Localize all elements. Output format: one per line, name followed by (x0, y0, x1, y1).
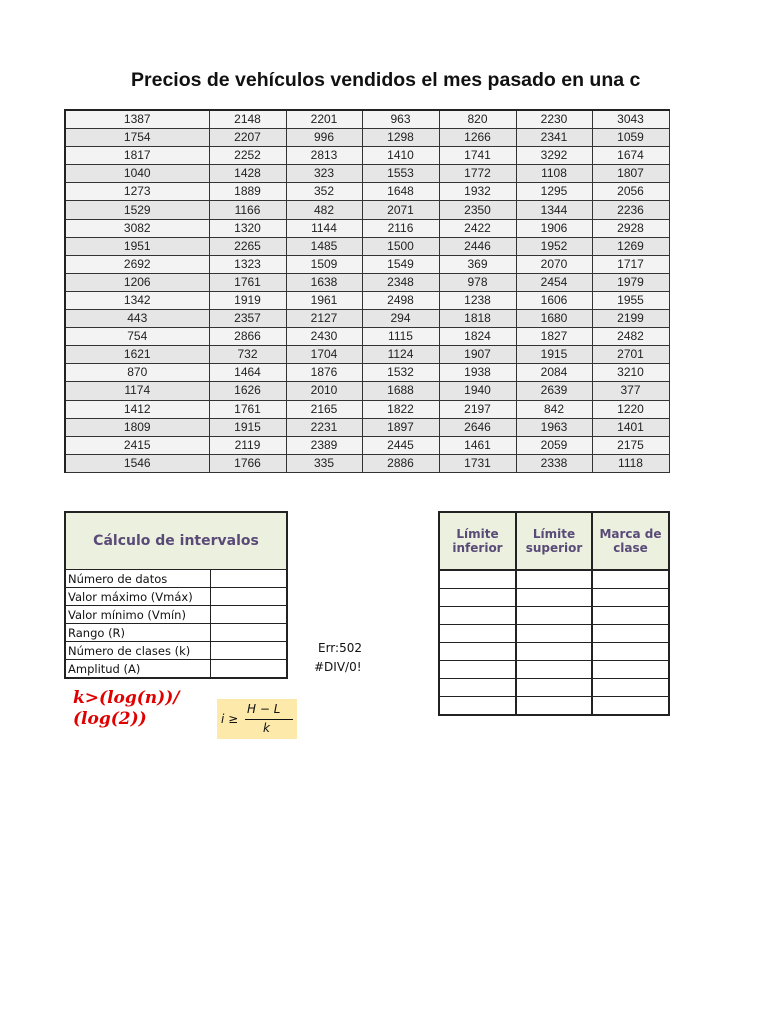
price-cell[interactable]: 2813 (286, 147, 362, 165)
price-cell[interactable]: 1532 (362, 364, 439, 382)
price-cell[interactable]: 3043 (592, 110, 669, 129)
table-row (65, 273, 669, 291)
calc-row (65, 624, 287, 642)
price-cell[interactable]: 1298 (362, 129, 439, 147)
price-cell[interactable]: 1342 (65, 291, 209, 309)
table-row (65, 219, 669, 237)
class-cell[interactable] (592, 697, 669, 716)
price-cell[interactable]: 754 (65, 328, 209, 346)
calc-row (65, 606, 287, 624)
class-row (439, 697, 669, 716)
price-cell[interactable]: 1772 (439, 165, 516, 183)
price-cell[interactable]: 1174 (65, 382, 209, 400)
price-cell[interactable]: 369 (439, 255, 516, 273)
page-title: Precios de vehículos vendidos el mes pasado en una c (131, 69, 641, 91)
price-cell[interactable]: 1915 (209, 418, 286, 436)
price-cell[interactable]: 1461 (439, 436, 516, 454)
price-cell[interactable]: 1951 (65, 237, 209, 255)
price-cell[interactable]: 2341 (516, 129, 592, 147)
price-cell[interactable]: 2119 (209, 436, 286, 454)
calc-value-cell[interactable] (210, 624, 287, 642)
price-cell[interactable]: 1952 (516, 237, 592, 255)
class-cell[interactable] (439, 661, 516, 679)
price-cell[interactable]: 1269 (592, 237, 669, 255)
sturges-formula (73, 688, 213, 730)
class-row (439, 589, 669, 607)
class-mark-header: Marca de clase (592, 512, 669, 570)
table-row (65, 291, 669, 309)
class-cell[interactable] (516, 697, 592, 716)
price-cell[interactable]: 352 (286, 183, 362, 201)
class-cell[interactable] (516, 643, 592, 661)
price-cell[interactable]: 1428 (209, 165, 286, 183)
price-cell[interactable]: 2350 (439, 201, 516, 219)
price-cell[interactable]: 482 (286, 201, 362, 219)
price-cell[interactable]: 2236 (592, 201, 669, 219)
calc-label: Amplitud (A) (65, 660, 210, 679)
price-cell[interactable]: 2701 (592, 346, 669, 364)
class-cell[interactable] (516, 589, 592, 607)
price-cell[interactable]: 1940 (439, 382, 516, 400)
price-cell[interactable]: 2070 (516, 255, 592, 273)
price-cell[interactable]: 2230 (516, 110, 592, 129)
class-row (439, 643, 669, 661)
price-cell[interactable]: 2056 (592, 183, 669, 201)
calc-value-cell[interactable] (210, 588, 287, 606)
price-cell[interactable]: 1761 (209, 400, 286, 418)
price-cell[interactable]: 1621 (65, 346, 209, 364)
price-cell[interactable]: 1166 (209, 201, 286, 219)
price-cell[interactable]: 2928 (592, 219, 669, 237)
price-cell[interactable]: 3210 (592, 364, 669, 382)
price-cell[interactable]: 1638 (286, 273, 362, 291)
table-row (65, 110, 669, 129)
price-cell[interactable]: 1387 (65, 110, 209, 129)
table-row (65, 310, 669, 328)
price-cell[interactable]: 2197 (439, 400, 516, 418)
price-cell[interactable]: 1124 (362, 346, 439, 364)
price-cell[interactable]: 1606 (516, 291, 592, 309)
formula-numerator: H − L (247, 702, 281, 716)
price-cell[interactable]: 1549 (362, 255, 439, 273)
price-cell[interactable]: 294 (362, 310, 439, 328)
price-cell[interactable]: 2059 (516, 436, 592, 454)
price-cell[interactable]: 1907 (439, 346, 516, 364)
class-cell[interactable] (439, 697, 516, 716)
table-row (65, 255, 669, 273)
table-row (65, 346, 669, 364)
price-cell[interactable]: 2175 (592, 436, 669, 454)
price-cell[interactable]: 1485 (286, 237, 362, 255)
calc-row (65, 642, 287, 660)
price-cell[interactable]: 3082 (65, 219, 209, 237)
price-cell[interactable]: 323 (286, 165, 362, 183)
price-cell[interactable]: 870 (65, 364, 209, 382)
price-cell[interactable]: 2071 (362, 201, 439, 219)
price-cell[interactable]: 1761 (209, 273, 286, 291)
price-cell[interactable]: 1412 (65, 400, 209, 418)
price-cell[interactable]: 2199 (592, 310, 669, 328)
price-cell[interactable]: 963 (362, 110, 439, 129)
calc-row (65, 588, 287, 606)
price-cell[interactable]: 2207 (209, 129, 286, 147)
amplitude-error-value: #DIV/0! (314, 660, 362, 674)
class-row (439, 679, 669, 697)
price-cell[interactable]: 1144 (286, 219, 362, 237)
price-cell[interactable]: 1979 (592, 273, 669, 291)
price-cell[interactable]: 1961 (286, 291, 362, 309)
price-cell[interactable]: 1955 (592, 291, 669, 309)
price-cell[interactable]: 1529 (65, 201, 209, 219)
class-cell[interactable] (516, 570, 592, 589)
formula-denominator: k (263, 721, 270, 735)
formula-line-1: k>(log(n))/ (73, 688, 180, 708)
upper-limit-header: Límite superior (516, 512, 592, 570)
price-cell[interactable]: 1766 (209, 454, 286, 472)
class-row (439, 625, 669, 643)
price-cell[interactable]: 2252 (209, 147, 286, 165)
calc-value-cell[interactable] (210, 660, 287, 679)
table-row (65, 183, 669, 201)
price-cell[interactable]: 1344 (516, 201, 592, 219)
price-cell[interactable]: 1731 (439, 454, 516, 472)
table-row (65, 364, 669, 382)
lower-limit-header: Límite inferior (439, 512, 516, 570)
price-cell[interactable]: 1824 (439, 328, 516, 346)
class-cell[interactable] (592, 679, 669, 697)
formula-line-2: (log(2)) (73, 709, 147, 729)
table-row (65, 436, 669, 454)
table-row (65, 147, 669, 165)
price-cell[interactable]: 1108 (516, 165, 592, 183)
price-cell[interactable]: 1688 (362, 382, 439, 400)
price-cell[interactable]: 377 (592, 382, 669, 400)
price-cell[interactable]: 1118 (592, 454, 669, 472)
calc-value-cell[interactable] (210, 642, 287, 660)
price-cell[interactable]: 1897 (362, 418, 439, 436)
class-cell[interactable] (592, 661, 669, 679)
price-cell[interactable]: 1680 (516, 310, 592, 328)
class-row (439, 607, 669, 625)
class-row (439, 661, 669, 679)
class-limits-table (438, 511, 670, 716)
price-cell[interactable]: 1206 (65, 273, 209, 291)
price-cell[interactable]: 1320 (209, 219, 286, 237)
price-cell[interactable]: 1818 (439, 310, 516, 328)
price-cell[interactable]: 1546 (65, 454, 209, 472)
price-cell[interactable]: 2148 (209, 110, 286, 129)
table-row (65, 382, 669, 400)
price-cell[interactable]: 1295 (516, 183, 592, 201)
table-row (65, 454, 669, 472)
price-cell[interactable]: 1963 (516, 418, 592, 436)
price-cell[interactable]: 1238 (439, 291, 516, 309)
class-cell[interactable] (516, 607, 592, 625)
price-cell[interactable]: 1266 (439, 129, 516, 147)
price-cell[interactable]: 2454 (516, 273, 592, 291)
price-cell[interactable]: 1807 (592, 165, 669, 183)
price-cell[interactable]: 1915 (516, 346, 592, 364)
price-cell[interactable]: 335 (286, 454, 362, 472)
price-cell[interactable]: 2445 (362, 436, 439, 454)
price-cell[interactable]: 1115 (362, 328, 439, 346)
calc-label: Valor mínimo (Vmín) (65, 606, 210, 624)
amplitude-formula (217, 699, 297, 739)
price-cell[interactable]: 2338 (516, 454, 592, 472)
class-cell[interactable] (439, 679, 516, 697)
class-cell[interactable] (439, 607, 516, 625)
table-row (65, 201, 669, 219)
price-cell[interactable]: 2415 (65, 436, 209, 454)
class-cell[interactable] (516, 679, 592, 697)
calc-row (65, 570, 287, 588)
price-cell[interactable]: 2389 (286, 436, 362, 454)
price-cell[interactable]: 1674 (592, 147, 669, 165)
price-cell[interactable]: 2446 (439, 237, 516, 255)
price-cell[interactable]: 2692 (65, 255, 209, 273)
interval-calculation-table (64, 511, 288, 679)
price-cell[interactable]: 2265 (209, 237, 286, 255)
price-cell[interactable]: 996 (286, 129, 362, 147)
price-cell[interactable]: 1889 (209, 183, 286, 201)
price-cell[interactable]: 1827 (516, 328, 592, 346)
price-cell[interactable]: 1741 (439, 147, 516, 165)
calc-label: Rango (R) (65, 624, 210, 642)
table-row (65, 129, 669, 147)
price-cell[interactable]: 1273 (65, 183, 209, 201)
price-cell[interactable]: 1754 (65, 129, 209, 147)
class-cell[interactable] (516, 625, 592, 643)
class-cell[interactable] (439, 570, 516, 589)
calc-value-cell[interactable] (210, 570, 287, 588)
price-cell[interactable]: 2201 (286, 110, 362, 129)
class-cell[interactable] (439, 589, 516, 607)
price-cell[interactable]: 1822 (362, 400, 439, 418)
price-cell[interactable]: 732 (209, 346, 286, 364)
price-cell[interactable]: 1040 (65, 165, 209, 183)
calc-label: Número de datos (65, 570, 210, 588)
price-cell[interactable]: 2430 (286, 328, 362, 346)
price-cell[interactable]: 1938 (439, 364, 516, 382)
calc-table-header: Cálculo de intervalos (65, 512, 287, 570)
price-cell[interactable]: 1464 (209, 364, 286, 382)
formula-lhs: i ≥ (221, 712, 239, 726)
price-cell[interactable]: 1323 (209, 255, 286, 273)
price-cell[interactable]: 1500 (362, 237, 439, 255)
class-cell[interactable] (516, 661, 592, 679)
calc-value-cell[interactable] (210, 606, 287, 624)
price-cell[interactable]: 2165 (286, 400, 362, 418)
table-row (65, 237, 669, 255)
price-cell[interactable]: 2866 (209, 328, 286, 346)
price-cell[interactable]: 1817 (65, 147, 209, 165)
table-row (65, 418, 669, 436)
fraction-bar (245, 719, 293, 720)
calc-label: Número de clases (k) (65, 642, 210, 660)
price-cell[interactable]: 443 (65, 310, 209, 328)
class-cell[interactable] (592, 589, 669, 607)
price-cell[interactable]: 1906 (516, 219, 592, 237)
class-row (439, 570, 669, 589)
price-cell[interactable]: 842 (516, 400, 592, 418)
price-cell[interactable]: 1809 (65, 418, 209, 436)
table-row (65, 400, 669, 418)
price-cell[interactable]: 1626 (209, 382, 286, 400)
price-cell[interactable]: 2127 (286, 310, 362, 328)
class-cell[interactable] (592, 643, 669, 661)
price-cell[interactable]: 2498 (362, 291, 439, 309)
price-cell[interactable]: 2422 (439, 219, 516, 237)
price-cell[interactable]: 978 (439, 273, 516, 291)
calc-row (65, 660, 287, 679)
table-row (65, 165, 669, 183)
price-cell[interactable]: 2357 (209, 310, 286, 328)
price-cell[interactable]: 2639 (516, 382, 592, 400)
price-cell[interactable]: 1717 (592, 255, 669, 273)
price-cell[interactable]: 1932 (439, 183, 516, 201)
price-cell[interactable]: 1410 (362, 147, 439, 165)
price-cell[interactable]: 2482 (592, 328, 669, 346)
price-cell[interactable]: 2231 (286, 418, 362, 436)
class-cell[interactable] (592, 607, 669, 625)
price-cell[interactable]: 2116 (362, 219, 439, 237)
price-cell[interactable]: 1401 (592, 418, 669, 436)
calc-label: Valor máximo (Vmáx) (65, 588, 210, 606)
price-cell[interactable]: 1919 (209, 291, 286, 309)
price-cell[interactable]: 2010 (286, 382, 362, 400)
price-cell[interactable]: 1704 (286, 346, 362, 364)
price-cell[interactable]: 1648 (362, 183, 439, 201)
price-cell[interactable]: 820 (439, 110, 516, 129)
price-cell[interactable]: 1553 (362, 165, 439, 183)
class-cell[interactable] (439, 643, 516, 661)
price-cell[interactable]: 1509 (286, 255, 362, 273)
class-cell[interactable] (592, 570, 669, 589)
classes-error-value: Err:502 (318, 641, 362, 655)
class-cell[interactable] (592, 625, 669, 643)
price-cell[interactable]: 1876 (286, 364, 362, 382)
price-cell[interactable]: 2646 (439, 418, 516, 436)
price-cell[interactable]: 1220 (592, 400, 669, 418)
price-cell[interactable]: 2348 (362, 273, 439, 291)
class-cell[interactable] (439, 625, 516, 643)
price-data-table (64, 109, 670, 473)
price-cell[interactable]: 3292 (516, 147, 592, 165)
table-row (65, 328, 669, 346)
price-cell[interactable]: 1059 (592, 129, 669, 147)
price-cell[interactable]: 2084 (516, 364, 592, 382)
price-cell[interactable]: 2886 (362, 454, 439, 472)
